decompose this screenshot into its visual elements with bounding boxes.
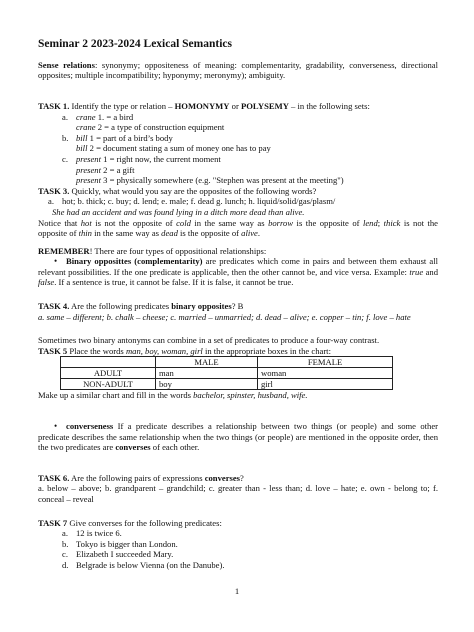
task1-item-c: c. present 1 = right now, the current moment bbox=[62, 153, 221, 164]
task1-item-a: a. crane 1. = a bird bbox=[62, 111, 134, 122]
task3-note: Notice that hot is not the opposite of cold in the same way as borrow is the opposite of lend; thick is not the opposite of thin in the same way as dead is the opposite of alive. bbox=[38, 217, 438, 239]
remember-label: REMEMBER bbox=[38, 245, 90, 256]
task1-item-c3: present 3 = physically somewhere (e.g. "Stephen was present at the meeting") bbox=[76, 175, 344, 186]
homonymy-term: HOMONYMY bbox=[174, 100, 230, 111]
task1-item-b: b. bill 1 = part of a bird’s body bbox=[62, 132, 173, 143]
task1-item-c2: present 2 = a gift bbox=[76, 164, 135, 175]
task1-item-b2: bill 2 = document stating a sum of money one has to pay bbox=[76, 143, 271, 154]
task4-label: TASK 4. bbox=[38, 301, 70, 312]
task6-heading: TASK 6. Are the following pairs of expressions converses? bbox=[38, 472, 244, 483]
remember-paragraph: REMEMBER! There are four types of oppositional relationships: bbox=[38, 245, 267, 256]
page-title: Seminar 2 2023-2024 Lexical Semantics bbox=[38, 38, 232, 50]
list-item: a. 12 is twice 6. bbox=[62, 528, 122, 539]
task4-heading: TASK 4. Are the following predicates binary opposites? B bbox=[38, 301, 244, 312]
sense-relations-label: Sense relations bbox=[38, 59, 95, 70]
list-item: d. Belgrade is below Vienna (on the Danube). bbox=[62, 559, 225, 570]
converseness-paragraph: • converseness If a predicate describes a relationship between two things (or people) and some other predicate describes the same relationship when the two things (or people) are mentioned in the opposite order, then the two predicates are converses of each other. bbox=[38, 421, 438, 453]
task5-followup: Make up a similar chart and fill in the words bachelor, spinster, husband, wife. bbox=[38, 390, 308, 401]
task3-list: a. hot; b. thick; c. buy; d. lend; e. male; f. dead g. lunch; h. liquid/solid/gas/plasm/ bbox=[48, 196, 336, 207]
task7-label: TASK 7 bbox=[38, 517, 68, 528]
task5-label: TASK 5 bbox=[38, 345, 68, 356]
task4-items: a. same – different; b. chalk – cheese; c. married – unmarried; d. dead – alive; e. copper – tin; f. love – hate bbox=[38, 311, 411, 322]
table-row: MALE FEMALE bbox=[61, 357, 393, 368]
bullet-icon: • bbox=[54, 421, 58, 432]
task3-label: TASK 3. bbox=[38, 185, 70, 196]
bullet-icon: • bbox=[54, 256, 58, 267]
table-row: ADULT man woman bbox=[61, 368, 393, 379]
table-row: NON-ADULT boy girl bbox=[61, 379, 393, 390]
binary-opposites-paragraph: • Binary opposittes (complementarity) are predicates which come in pairs and between them exhaust all relevant possibilities. If the one predicate is applicable, then the other cannot be, and vice versa. Example: true and false. If a sentence is true, it cannot be false. If it is false, it cannot be true. bbox=[38, 256, 438, 288]
task1-heading: TASK 1. Identify the type or relation – HOMONYMY or POLYSEMY – in the following sets: bbox=[38, 100, 370, 111]
task5-heading: TASK 5 Place the words man, boy, woman, girl in the appropriate boxes in the chart: bbox=[38, 345, 331, 356]
gender-age-chart bbox=[60, 356, 393, 390]
list-item: c. Elizabeth I succeeded Mary. bbox=[62, 549, 174, 560]
task3-heading: TASK 3. Quickly, what would you say are the opposites of the following words? bbox=[38, 185, 317, 196]
task1-label: TASK 1. bbox=[38, 100, 70, 111]
task3-example: She had an accident and was found lying in a ditch more dead than alive. bbox=[52, 206, 305, 217]
document-page bbox=[38, 38, 438, 571]
page-number: 1 bbox=[234, 586, 240, 596]
four-way-paragraph: Sometimes two binary antonyms can combine in a set of predicates to produce a four-way contrast. bbox=[38, 335, 380, 346]
task1-item-a2: crane 2 = a type of construction equipment bbox=[76, 122, 225, 133]
task7-heading: TASK 7 Give converses for the following predicates: bbox=[38, 517, 222, 528]
sense-relations-paragraph bbox=[38, 60, 438, 81]
task6-items: a. below – above; b. grandparent – grandchild; c. greater than - less than; d. love – hate; e. own - belong to; f. conceal – reveal bbox=[38, 483, 438, 505]
list-item: b. Tokyo is bigger than London. bbox=[62, 538, 178, 549]
polysemy-term: POLYSEMY bbox=[240, 100, 289, 111]
task6-label: TASK 6. bbox=[38, 472, 70, 483]
sense-relations-text: : synonymy; oppositeness of meaning: complementarity, gradability, converseness, directional opposites; multiple incompatibility; hyponymy; meronymy); ambiguity. bbox=[38, 59, 438, 81]
